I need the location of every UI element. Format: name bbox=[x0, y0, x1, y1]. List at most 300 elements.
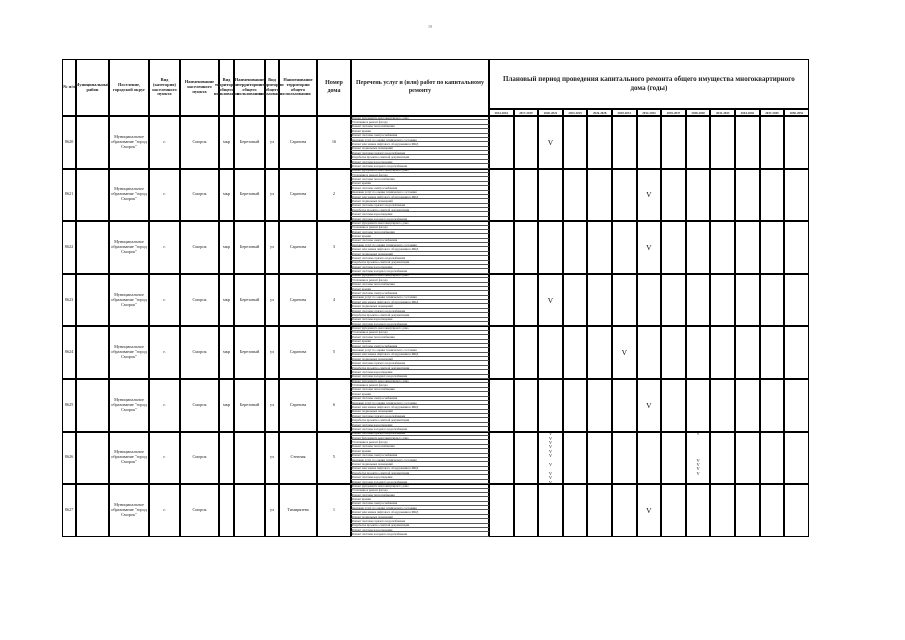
row-year-cell bbox=[538, 221, 563, 274]
row-street-type: ул bbox=[269, 191, 275, 197]
year-header: 2023-2025 bbox=[568, 110, 582, 115]
page-number: 19 bbox=[428, 24, 432, 29]
work-item: Разработка проектно-сметной документации bbox=[351, 261, 489, 265]
work-item: Ремонт или замена лифтового оборудования в МКД bbox=[351, 248, 489, 252]
row-street-name: Саратова bbox=[289, 349, 307, 355]
row-year-cell bbox=[735, 169, 760, 222]
row-year-cell bbox=[563, 326, 588, 379]
row-area-type: мкр bbox=[223, 349, 230, 355]
work-item: Утепление и ремонт фасада bbox=[351, 440, 489, 444]
row-settlement-type: г. bbox=[163, 507, 166, 513]
work-item: Утепление и ремонт фасада bbox=[351, 120, 489, 124]
row-year-cell bbox=[784, 484, 809, 537]
work-item: Ремонт системы горячего водоснабжения bbox=[351, 519, 489, 523]
row-year-cell bbox=[784, 326, 809, 379]
work-item: Ремонт или замена лифтового оборудования в МКД bbox=[351, 511, 489, 515]
row-cell-district bbox=[76, 484, 109, 537]
work-item: Ремонт подвальных помещений bbox=[351, 147, 489, 151]
repair-period-mark: V bbox=[548, 435, 553, 441]
work-item: Ремонт системы теплоснабжения bbox=[351, 177, 489, 181]
work-item: Ремонт или замена лифтового оборудования в МКД bbox=[351, 467, 489, 471]
row-year-cell bbox=[587, 169, 612, 222]
row-area-name: Березовый bbox=[239, 138, 260, 144]
row-year-cell bbox=[489, 432, 514, 485]
repair-period-mark: V bbox=[548, 444, 553, 450]
work-item: Ремонт системы водоотведения bbox=[351, 265, 489, 269]
row-settlement: Муниципальное образование "город Сморок" bbox=[111, 396, 147, 412]
row-year-cell bbox=[760, 432, 785, 485]
repair-period-mark: V bbox=[696, 461, 700, 467]
row-house: 4 bbox=[332, 296, 336, 302]
work-item: Оказание услуг по оценке технического состояния bbox=[351, 401, 489, 405]
row-street-name: Степная bbox=[290, 454, 306, 460]
work-item: Ремонт подвальных помещений bbox=[351, 304, 489, 308]
repair-period-mark: V bbox=[548, 470, 553, 476]
header-planned-period: Плановый период проведения капитального ремонта общего имущества многоквартирного дома (годы) bbox=[503, 75, 795, 92]
repair-period-mark: V bbox=[696, 431, 700, 437]
row-cell-district bbox=[76, 274, 109, 327]
work-item: Ремонт крыши bbox=[351, 182, 489, 186]
repair-period-mark: V bbox=[547, 295, 554, 305]
work-item: Разработка проектно-сметной документации bbox=[351, 208, 489, 212]
row-year-cell bbox=[587, 116, 612, 169]
work-item: Ремонт или замена лифтового оборудования в МКД bbox=[351, 300, 489, 304]
work-item: Ремонт системы холодного водоснабжения bbox=[351, 480, 489, 484]
work-item: Ремонт системы теплоснабжения bbox=[351, 335, 489, 339]
repair-period-mark: V bbox=[548, 448, 553, 454]
row-year-cell bbox=[489, 221, 514, 274]
row-locality: Сморок bbox=[192, 507, 207, 513]
row-settlement-type: г. bbox=[163, 401, 166, 407]
year-header: 2014-2016 bbox=[494, 110, 508, 115]
row-num: 8624 bbox=[64, 349, 74, 355]
work-item: Ремонт системы электроснабжения bbox=[351, 397, 489, 401]
row-year-cell bbox=[489, 484, 514, 537]
work-item: Ремонт системы водоотведения bbox=[351, 370, 489, 374]
row-settlement-type: г. bbox=[163, 454, 166, 460]
work-item: Оказание услуг по оценке технического состояния bbox=[351, 296, 489, 300]
row-street-type: ул bbox=[269, 296, 275, 302]
work-item: Ремонт системы холодного водоснабжения bbox=[351, 269, 489, 273]
row-house: 5 bbox=[332, 454, 336, 460]
row-year-cell bbox=[489, 379, 514, 432]
work-item: Ремонт фундамента многоквартирного дома bbox=[351, 484, 489, 488]
row-num: 8626 bbox=[64, 454, 74, 460]
row-locality: Сморок bbox=[192, 296, 207, 302]
row-year-cell bbox=[760, 116, 785, 169]
row-year-cell bbox=[760, 169, 785, 222]
row-area-name: Березовый bbox=[239, 401, 260, 407]
work-item: Ремонт крыши bbox=[351, 129, 489, 133]
repair-period-mark: V bbox=[548, 431, 553, 437]
work-item: Утепление и ремонт фасада bbox=[351, 278, 489, 282]
work-item: Ремонт системы теплоснабжения bbox=[351, 445, 489, 449]
row-year-cell bbox=[514, 221, 539, 274]
row-cell-district bbox=[76, 221, 109, 274]
work-item: Оказание услуг по оценке технического состояния bbox=[351, 458, 489, 462]
work-item: Ремонт системы электроснабжения bbox=[351, 134, 489, 138]
year-header: 2032-2034 bbox=[642, 110, 656, 115]
row-settlement: Муниципальное образование "город Сморок" bbox=[111, 291, 147, 307]
row-area-type: мкр bbox=[223, 401, 230, 407]
row-year-cell bbox=[661, 221, 686, 274]
row-year-cell bbox=[686, 116, 711, 169]
row-street-name: Саратова bbox=[289, 296, 307, 302]
row-year-cell bbox=[514, 274, 539, 327]
work-item: Ремонт системы горячего водоснабжения bbox=[351, 432, 489, 436]
repair-period-mark: V bbox=[646, 400, 652, 410]
row-year-cell bbox=[710, 432, 735, 485]
row-year-cell bbox=[587, 432, 612, 485]
row-year-cell bbox=[784, 116, 809, 169]
row-street-type: ул bbox=[269, 349, 275, 355]
row-street-name: Саратова bbox=[289, 138, 307, 144]
row-year-cell bbox=[760, 379, 785, 432]
work-item: Ремонт системы горячего водоснабжения bbox=[351, 204, 489, 208]
row-year-cell bbox=[489, 169, 514, 222]
work-item: Утепление и ремонт фасада bbox=[351, 173, 489, 177]
work-item: Разработка проектно-сметной документации bbox=[351, 418, 489, 422]
row-house: 1 bbox=[332, 507, 336, 513]
row-year-cell bbox=[735, 274, 760, 327]
row-year-cell bbox=[710, 379, 735, 432]
row-settlement-type: г. bbox=[163, 296, 166, 302]
repair-period-mark: V bbox=[646, 505, 652, 515]
row-settlement: Муниципальное образование "город Сморок" bbox=[111, 344, 147, 360]
row-num: 8623 bbox=[64, 296, 74, 302]
row-year-cell bbox=[710, 221, 735, 274]
repair-period-mark: V bbox=[696, 466, 700, 472]
row-num: 8627 bbox=[64, 507, 74, 513]
work-item: Ремонт системы горячего водоснабжения bbox=[351, 414, 489, 418]
row-year-cell bbox=[760, 221, 785, 274]
row-year-cell bbox=[637, 116, 662, 169]
row-year-cell bbox=[784, 169, 809, 222]
work-item: Ремонт или замена лифтового оборудования в МКД bbox=[351, 142, 489, 146]
row-year-cell bbox=[661, 484, 686, 537]
row-year-cell bbox=[514, 484, 539, 537]
row-area-type: мкр bbox=[223, 138, 230, 144]
row-settlement: Муниципальное образование "город Сморок" bbox=[111, 186, 147, 202]
row-year-cell bbox=[661, 326, 686, 379]
year-header: 2035-2037 bbox=[666, 110, 681, 115]
row-area-name: Березовый bbox=[239, 191, 260, 197]
row-cell-district bbox=[76, 379, 109, 432]
work-item: Ремонт фундамента многоквартирного дома bbox=[351, 379, 489, 383]
row-area-name: Березовый bbox=[239, 296, 260, 302]
row-year-cell bbox=[661, 274, 686, 327]
repair-period-mark: V bbox=[646, 190, 652, 200]
row-settlement: Муниципальное образование "город Сморок" bbox=[111, 239, 147, 254]
row-year-cell bbox=[686, 221, 711, 274]
row-year-cell bbox=[735, 484, 760, 537]
header-locality: Наименование населенного пункта bbox=[184, 79, 215, 94]
row-year-cell bbox=[489, 116, 514, 169]
row-num: 8622 bbox=[64, 244, 74, 250]
work-item: Ремонт фундамента многоквартирного дома bbox=[351, 436, 489, 440]
row-year-cell bbox=[686, 484, 711, 537]
header-num: № п/п bbox=[63, 84, 75, 90]
work-item: Разработка проектно-сметной документации bbox=[351, 155, 489, 159]
row-year-cell bbox=[661, 116, 686, 169]
work-item: Ремонт системы электроснабжения bbox=[351, 239, 489, 243]
row-street-type: ул bbox=[269, 454, 275, 460]
row-year-cell bbox=[735, 432, 760, 485]
row-year-cell bbox=[587, 484, 612, 537]
row-cell-district bbox=[76, 432, 109, 485]
work-item: Ремонт или замена лифтового оборудования в МКД bbox=[351, 195, 489, 199]
row-year-cell bbox=[587, 326, 612, 379]
work-item: Ремонт системы теплоснабжения bbox=[351, 283, 489, 287]
work-item: Оказание услуг по оценке технического состояния bbox=[351, 243, 489, 247]
row-area-type: мкр bbox=[223, 244, 230, 250]
row-year-cell bbox=[710, 169, 735, 222]
row-year-cell bbox=[637, 432, 662, 485]
year-header: 2029-2031 bbox=[617, 110, 631, 115]
work-item: Оказание услуг по оценке технического состояния bbox=[351, 348, 489, 352]
work-item: Ремонт системы водоотведения bbox=[351, 475, 489, 479]
work-item: Ремонт системы водоотведения bbox=[351, 318, 489, 322]
row-house: 16 bbox=[331, 138, 337, 144]
row-year-cell bbox=[710, 326, 735, 379]
row-year-cell bbox=[612, 379, 637, 432]
row-year-cell bbox=[612, 169, 637, 222]
row-street-type: ул bbox=[269, 138, 275, 144]
row-house: 3 bbox=[332, 244, 336, 250]
row-street-name: Тимирязева bbox=[287, 507, 309, 513]
row-street-name: Саратова bbox=[289, 244, 307, 250]
work-item: Ремонт подвальных помещений bbox=[351, 515, 489, 519]
work-item: Ремонт подвальных помещений bbox=[351, 410, 489, 414]
work-item: Ремонт системы холодного водоснабжения bbox=[351, 375, 489, 379]
work-item: Ремонт системы электроснабжения bbox=[351, 186, 489, 190]
year-header: 2026-2028 bbox=[592, 110, 607, 115]
row-year-cell bbox=[587, 221, 612, 274]
row-year-cell bbox=[735, 326, 760, 379]
repair-period-mark: V bbox=[548, 479, 553, 485]
repair-period-mark: V bbox=[548, 461, 553, 467]
work-item: Утепление и ремонт фасада bbox=[351, 226, 489, 230]
row-year-cell bbox=[637, 274, 662, 327]
capital-repair-table bbox=[62, 59, 809, 537]
row-cell-district bbox=[76, 169, 109, 222]
header-district: Муниципальный район bbox=[75, 81, 110, 92]
row-street-type: ул bbox=[269, 507, 275, 513]
row-year-cell bbox=[563, 379, 588, 432]
work-item: Ремонт системы холодного водоснабжения bbox=[351, 322, 489, 326]
row-year-cell bbox=[760, 274, 785, 327]
row-settlement-type: г. bbox=[163, 349, 166, 355]
row-year-cell bbox=[612, 221, 637, 274]
row-year-cell bbox=[489, 326, 514, 379]
work-item: Ремонт подвальных помещений bbox=[351, 462, 489, 466]
row-year-cell bbox=[514, 326, 539, 379]
work-item: Ремонт или замена лифтового оборудования в МКД bbox=[351, 353, 489, 357]
row-year-cell bbox=[710, 274, 735, 327]
row-area-type bbox=[219, 484, 234, 537]
work-item: Ремонт системы холодного водоснабжения bbox=[351, 164, 489, 168]
work-item: Ремонт системы электроснабжения bbox=[351, 291, 489, 295]
row-year-cell bbox=[637, 326, 662, 379]
work-item: Ремонт крыши bbox=[351, 449, 489, 453]
work-item: Разработка проектно-сметной документации bbox=[351, 524, 489, 528]
row-house: 6 bbox=[332, 401, 336, 407]
work-item: Ремонт системы горячего водоснабжения bbox=[351, 309, 489, 313]
row-settlement-type: г. bbox=[163, 244, 166, 250]
work-item: Ремонт системы теплоснабжения bbox=[351, 493, 489, 497]
work-item: Ремонт фундамента многоквартирного дома bbox=[351, 221, 489, 225]
row-area-type: мкр bbox=[223, 191, 230, 197]
work-item: Ремонт системы водоотведения bbox=[351, 528, 489, 532]
work-item: Ремонт системы горячего водоснабжения bbox=[351, 256, 489, 260]
row-year-cell bbox=[514, 379, 539, 432]
row-year-cell bbox=[784, 432, 809, 485]
row-year-cell bbox=[784, 379, 809, 432]
row-year-cell bbox=[563, 221, 588, 274]
row-year-cell bbox=[612, 484, 637, 537]
work-item: Оказание услуг по оценке технического состояния bbox=[351, 138, 489, 142]
row-locality: Сморок bbox=[192, 401, 207, 407]
work-item: Ремонт системы теплоснабжения bbox=[351, 125, 489, 129]
work-item: Ремонт крыши bbox=[351, 234, 489, 238]
row-settlement-type: г. bbox=[163, 138, 166, 144]
row-settlement: Муниципальное образование "город Сморок" bbox=[111, 502, 147, 517]
row-year-cell bbox=[661, 169, 686, 222]
year-header: 2044-2046 bbox=[740, 110, 754, 115]
header-works: Перечень услуг и (или) работ по капитальному ремонту bbox=[356, 80, 484, 94]
row-year-cell bbox=[587, 274, 612, 327]
row-year-cell bbox=[760, 484, 785, 537]
year-header: 2038-2040 bbox=[691, 110, 705, 115]
row-locality: Сморок bbox=[192, 191, 207, 197]
row-house: 2 bbox=[332, 191, 336, 197]
work-item: Ремонт крыши bbox=[351, 287, 489, 291]
row-year-cell bbox=[661, 379, 686, 432]
work-item: Ремонт крыши bbox=[351, 392, 489, 396]
work-item: Ремонт крыши bbox=[351, 340, 489, 344]
work-item: Ремонт фундамента многоквартирного дома bbox=[351, 274, 489, 278]
row-area-type bbox=[219, 432, 234, 485]
work-item: Ремонт системы водоотведения bbox=[351, 423, 489, 427]
repair-period-mark: V bbox=[548, 453, 553, 459]
work-item: Ремонт подвальных помещений bbox=[351, 357, 489, 361]
repair-period-mark: V bbox=[646, 242, 652, 252]
row-num: 8621 bbox=[64, 191, 74, 197]
work-item: Утепление и ремонт фасада bbox=[351, 331, 489, 335]
row-settlement: Муниципальное образование "город Сморок" bbox=[111, 133, 147, 149]
row-year-cell bbox=[538, 326, 563, 379]
row-year-cell bbox=[710, 116, 735, 169]
header-house: Номер дома bbox=[325, 80, 343, 94]
row-year-cell bbox=[735, 221, 760, 274]
header-area-type: Вид территории общего пользования bbox=[213, 76, 240, 97]
row-year-cell bbox=[686, 326, 711, 379]
row-year-cell bbox=[686, 379, 711, 432]
row-area-name bbox=[234, 432, 265, 485]
work-item: Ремонт крыши bbox=[351, 497, 489, 501]
header-street-type: Вид территории общего пользования bbox=[259, 76, 285, 97]
work-item: Ремонт или замена лифтового оборудования в МКД bbox=[351, 405, 489, 409]
repair-period-mark: V bbox=[621, 348, 627, 358]
row-year-cell bbox=[514, 116, 539, 169]
row-year-cell bbox=[489, 274, 514, 327]
work-item: Утепление и ремонт фасада bbox=[351, 383, 489, 387]
row-year-cell bbox=[587, 379, 612, 432]
header-settlement: Поселение, городской округ bbox=[112, 81, 146, 92]
row-locality: Сморок bbox=[192, 349, 207, 355]
row-num: 8625 bbox=[64, 401, 74, 407]
work-item: Ремонт фундамента многоквартирного дома bbox=[351, 326, 489, 330]
work-item: Ремонт подвальных помещений bbox=[351, 252, 489, 256]
row-street-type: ул bbox=[269, 401, 275, 407]
row-year-cell bbox=[563, 432, 588, 485]
row-cell-district bbox=[76, 326, 109, 379]
work-item: Ремонт системы электроснабжения bbox=[351, 454, 489, 458]
work-item: Ремонт подвальных помещений bbox=[351, 199, 489, 203]
row-year-cell bbox=[538, 379, 563, 432]
row-num: 8620 bbox=[64, 138, 74, 144]
year-header: 2017-2019 bbox=[519, 110, 533, 115]
row-year-cell bbox=[563, 274, 588, 327]
repair-period-mark: V bbox=[696, 470, 700, 476]
row-year-cell bbox=[563, 169, 588, 222]
work-item: Ремонт системы холодного водоснабжения bbox=[351, 427, 489, 431]
work-item: Ремонт системы горячего водоснабжения bbox=[351, 361, 489, 365]
row-year-cell bbox=[735, 379, 760, 432]
row-area-name: Березовый bbox=[239, 349, 260, 355]
year-header: 2050-2052 bbox=[789, 110, 804, 115]
header-street-name: Наименование территории общего пользования bbox=[283, 76, 313, 97]
row-locality: Сморок bbox=[192, 138, 207, 144]
row-settlement: Муниципальное образование "город Сморок" bbox=[111, 449, 147, 465]
row-year-cell bbox=[612, 116, 637, 169]
work-item: Ремонт системы водоотведения bbox=[351, 212, 489, 216]
row-year-cell bbox=[612, 432, 637, 485]
work-item: Оказание услуг по оценке технического состояния bbox=[351, 506, 489, 510]
work-item: Ремонт системы теплоснабжения bbox=[351, 388, 489, 392]
work-item: Ремонт системы холодного водоснабжения bbox=[351, 217, 489, 221]
row-year-cell bbox=[563, 484, 588, 537]
row-year-cell bbox=[514, 169, 539, 222]
row-year-cell bbox=[686, 169, 711, 222]
year-header: 2020-2022 bbox=[543, 110, 558, 115]
row-year-cell bbox=[538, 484, 563, 537]
row-year-cell bbox=[661, 432, 686, 485]
row-year-cell bbox=[760, 326, 785, 379]
row-locality: Сморок bbox=[192, 454, 207, 460]
work-item: Оказание услуг по оценке технического состояния bbox=[351, 191, 489, 195]
row-house: 5 bbox=[332, 349, 336, 355]
repair-period-mark: V bbox=[696, 457, 700, 463]
repair-period-mark: V bbox=[548, 440, 553, 446]
row-year-cell bbox=[735, 116, 760, 169]
repair-period-mark: V bbox=[548, 475, 553, 481]
work-item: Ремонт системы электроснабжения bbox=[351, 502, 489, 506]
work-item: Ремонт фундамента многоквартирного дома bbox=[351, 169, 489, 173]
year-header: 2047-2049 bbox=[765, 110, 779, 115]
work-item: Разработка проектно-сметной документации bbox=[351, 471, 489, 475]
row-year-cell bbox=[538, 169, 563, 222]
row-year-cell bbox=[710, 484, 735, 537]
row-area-name: Березовый bbox=[239, 244, 260, 250]
header-area-name: Наименование территории общего пользования bbox=[234, 76, 265, 97]
work-item: Ремонт фундамента многоквартирного дома bbox=[351, 116, 489, 120]
row-year-cell bbox=[514, 432, 539, 485]
row-settlement-type: г. bbox=[163, 191, 166, 197]
work-item: Утепление и ремонт фасада bbox=[351, 489, 489, 493]
row-area-name bbox=[234, 484, 265, 537]
year-header: 2041-2043 bbox=[715, 110, 730, 115]
